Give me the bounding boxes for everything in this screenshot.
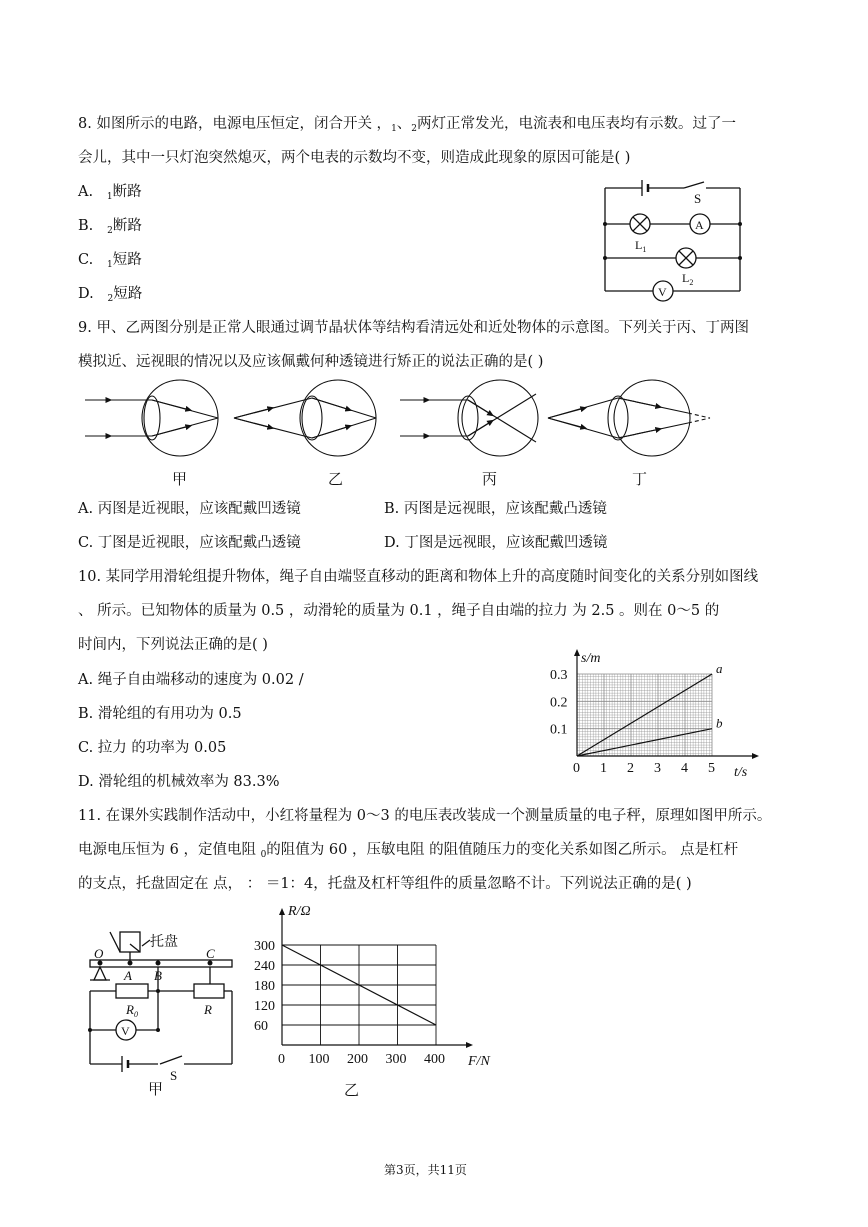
- q10-option-d[interactable]: D. 滑轮组的机械效率为 83.3%: [78, 774, 280, 790]
- q8-option-a[interactable]: A. $_1$断路: [78, 184, 142, 202]
- x-tick-label: 3: [654, 761, 661, 776]
- x-tick-label: 100: [308, 1052, 330, 1067]
- y-axis-label: R/Ω: [288, 904, 311, 919]
- q10-line3: 时间内，下列说法正确的是( ): [78, 637, 268, 653]
- q8-line1: 8. 如图所示的电路，电源电压恒定，闭合开关 ，$_1$、$_2$两灯正常发光，电流表和电压表均有示数。过了一: [78, 116, 737, 134]
- x-axis-label: t/s: [734, 765, 748, 780]
- q9-option-b[interactable]: B. 丙图是远视眼，应该配戴凸透镜: [384, 501, 607, 517]
- q10-option-c[interactable]: C. 拉力 的功率为 0.05: [78, 740, 227, 756]
- q11-point-b: B: [154, 968, 162, 983]
- y-tick-label: 300: [254, 939, 275, 954]
- q11-caption-yi: 乙: [344, 1081, 360, 1099]
- q11-point-o: O: [94, 946, 104, 961]
- x-axis-arrow: [466, 1042, 473, 1048]
- y-axis-label: s/m: [581, 651, 601, 666]
- q8-lamp1-label: $L_1$: [635, 238, 647, 254]
- q8-option-b[interactable]: B. $_2$断路: [78, 218, 142, 236]
- x-tick-label: 5: [708, 761, 715, 776]
- y-axis-arrow: [279, 908, 285, 915]
- x-tick-label: 0: [278, 1052, 285, 1067]
- q9-eye-diagrams: [70, 380, 790, 490]
- q11-point-c: C: [206, 946, 215, 961]
- q9-option-a[interactable]: A. 丙图是近视眼，应该配戴凹透镜: [78, 501, 301, 517]
- y-tick-label: 0.1: [550, 722, 568, 738]
- q11-tray-label: 托盘: [150, 935, 178, 950]
- q8-voltmeter-label: V: [658, 285, 667, 299]
- eye-label-bing: 丙: [482, 472, 498, 488]
- eye-label-jia: 甲: [172, 472, 188, 488]
- q11-line2: 电源电压恒为 6 ，定值电阻 $_0$的阻值为 60 ，压敏电阻 的阻值随压力的变化关系如图乙所示。 点是杠杆: [78, 842, 739, 860]
- q10-st-chart: [545, 640, 775, 790]
- y-tick-label: 120: [254, 999, 275, 1014]
- x-tick-label: 4: [681, 761, 688, 776]
- q10-line2: 、 所示。已知物体的质量为 0.5 ，动滑轮的质量为 0.1 ，绳子自由端的拉力 为 2.5 。则在 0～5 的: [78, 603, 720, 619]
- q8-circuit-diagram: [598, 176, 758, 306]
- q8-option-c[interactable]: C. $_1$短路: [78, 252, 142, 270]
- q11-line1: 11. 在课外实践制作活动中，小红将量程为 0～3 的电压表改装成一个测量质量的电子秤，原理如图甲所示。: [78, 808, 772, 824]
- q8-option-d[interactable]: D. $_2$短路: [78, 286, 143, 304]
- q11-point-a: A: [124, 968, 132, 983]
- q8-switch-label: S: [694, 191, 702, 206]
- y-tick-label: 0.2: [550, 695, 568, 711]
- q10-option-b[interactable]: B. 滑轮组的有用功为 0.5: [78, 706, 242, 722]
- eye-bing: [400, 380, 538, 456]
- y-tick-label: 240: [254, 959, 275, 974]
- q10-option-a[interactable]: A. 绳子自由端移动的速度为 0.02 /: [78, 672, 304, 688]
- q11-caption-jia: 甲: [148, 1082, 164, 1098]
- q11-r0-label: $R_0$: [126, 1002, 138, 1019]
- x-tick-label: 200: [347, 1052, 368, 1067]
- q11-apparatus-diagram: [80, 922, 250, 1102]
- x-axis-arrow: [752, 753, 759, 759]
- q9-option-c[interactable]: C. 丁图是近视眼，应该配戴凸透镜: [78, 535, 301, 551]
- x-tick-label: 0: [573, 761, 580, 776]
- x-tick-label: 300: [385, 1052, 407, 1067]
- y-tick-label: 60: [254, 1019, 268, 1034]
- eye-label-ding: 丁: [632, 472, 648, 488]
- eye-ding: [548, 380, 710, 456]
- q11-r-label: R: [204, 1002, 212, 1017]
- y-tick-label: 0.3: [550, 668, 568, 683]
- q11-rf-chart: [250, 900, 490, 1070]
- q10-line1: 10. 某同学用滑轮组提升物体，绳子自由端竖直移动的距离和物体上升的高度随时间变化的关系分别如图线: [78, 569, 759, 585]
- q8-ammeter-label: A: [695, 218, 704, 232]
- q11-voltmeter-label: V: [121, 1024, 130, 1038]
- q8-line2: 会儿，其中一只灯泡突然熄灭，两个电表的示数均不变，则造成此现象的原因可能是( ): [78, 150, 631, 166]
- eye-jia: [85, 380, 218, 456]
- q9-line2: 模拟近、远视眼的情况以及应该佩戴何种透镜进行矫正的说法正确的是( ): [78, 354, 544, 370]
- x-tick-label: 400: [424, 1052, 445, 1067]
- page-footer: 第3页，共11页: [384, 1163, 467, 1177]
- y-axis-arrow: [574, 649, 580, 656]
- series-label-b: b: [716, 715, 723, 731]
- x-tick-label: 2: [627, 761, 634, 776]
- q9-line1: 9. 甲、乙两图分别是正常人眼通过调节晶状体等结构看清远处和近处物体的示意图。下列关于丙、丁两图: [78, 320, 749, 336]
- series-label-a: a: [716, 661, 723, 676]
- eye-yi: [234, 380, 376, 456]
- y-tick-label: 180: [254, 979, 275, 994]
- eye-label-yi: 乙: [328, 472, 344, 488]
- x-axis-label: F/N: [468, 1054, 490, 1069]
- q11-line3: 的支点，托盘固定在 点， ： ＝1：4，托盘及杠杆等组件的质量忽略不计。下列说法正确的是( ): [78, 876, 692, 892]
- q8-lamp2-label: $L_2$: [682, 271, 694, 287]
- q9-option-d[interactable]: D. 丁图是远视眼，应该配戴凹透镜: [384, 535, 608, 551]
- x-tick-label: 1: [600, 761, 607, 776]
- q11-switch-label: S: [170, 1068, 178, 1083]
